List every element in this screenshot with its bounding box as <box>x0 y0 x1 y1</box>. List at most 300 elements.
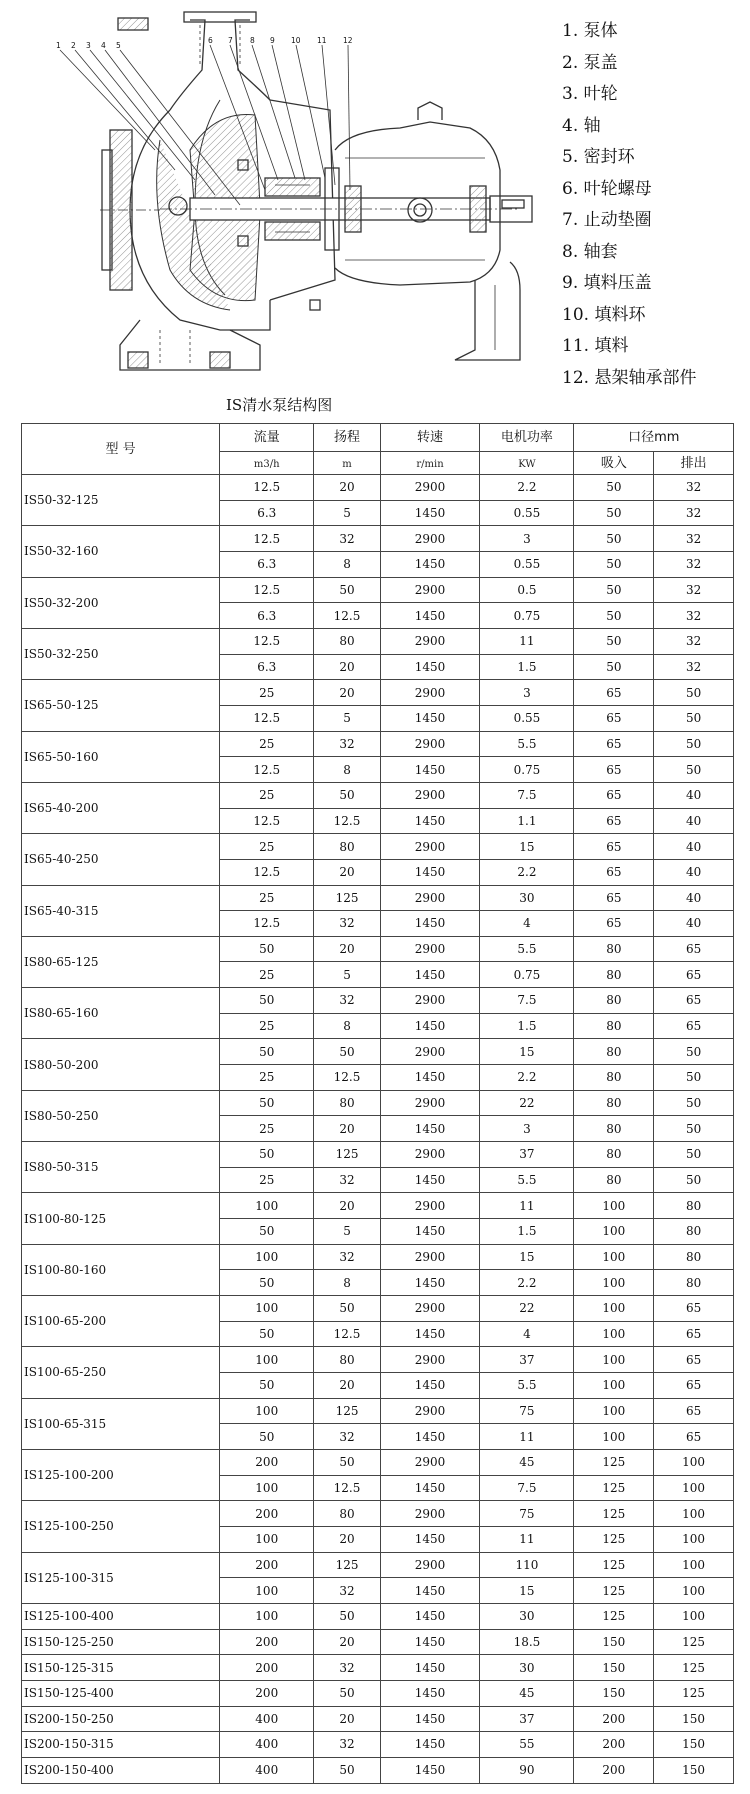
discharge-cell: 50 <box>654 1167 734 1193</box>
flow-cell: 100 <box>220 1526 314 1552</box>
speed-cell: 2900 <box>380 577 480 603</box>
header-power: 电机功率 <box>480 424 574 452</box>
header-speed: 转速 <box>380 424 480 452</box>
table-row <box>22 1680 734 1706</box>
part-item: 7. 止动垫圈 <box>562 210 652 230</box>
power-cell: 3 <box>480 1116 574 1142</box>
model-cell: IS50-32-200 <box>22 577 220 628</box>
suction-cell: 65 <box>574 834 654 860</box>
speed-cell: 1450 <box>380 1732 480 1758</box>
power-cell: 30 <box>480 1655 574 1681</box>
callout-12: 12 <box>343 36 353 45</box>
head-cell: 50 <box>314 1449 380 1475</box>
discharge-cell: 50 <box>654 705 734 731</box>
speed-cell: 2900 <box>380 988 480 1014</box>
flow-cell: 100 <box>220 1347 314 1373</box>
flow-cell: 25 <box>220 1116 314 1142</box>
discharge-cell: 40 <box>654 808 734 834</box>
part-item: 5. 密封环 <box>562 147 635 167</box>
parts-legend <box>562 16 696 394</box>
suction-cell: 65 <box>574 859 654 885</box>
head-cell: 50 <box>314 1603 380 1629</box>
discharge-cell: 65 <box>654 1013 734 1039</box>
head-cell: 20 <box>314 654 380 680</box>
speed-cell: 1450 <box>380 1321 480 1347</box>
power-cell: 90 <box>480 1757 574 1783</box>
power-cell: 30 <box>480 1603 574 1629</box>
part-item: 11. 填料 <box>562 336 629 356</box>
flow-cell: 25 <box>220 782 314 808</box>
head-cell: 125 <box>314 885 380 911</box>
model-cell: IS50-32-160 <box>22 526 220 577</box>
speed-cell: 2900 <box>380 731 480 757</box>
power-cell: 37 <box>480 1142 574 1168</box>
flow-cell: 50 <box>220 1270 314 1296</box>
discharge-cell: 50 <box>654 680 734 706</box>
power-cell: 75 <box>480 1398 574 1424</box>
speed-cell: 1450 <box>380 1219 480 1245</box>
discharge-cell: 50 <box>654 1039 734 1065</box>
table-row <box>22 1244 734 1270</box>
suction-cell: 100 <box>574 1219 654 1245</box>
suction-cell: 50 <box>574 654 654 680</box>
power-cell: 11 <box>480 628 574 654</box>
suction-cell: 125 <box>574 1526 654 1552</box>
model-cell: IS125-100-250 <box>22 1501 220 1552</box>
power-cell: 0.5 <box>480 577 574 603</box>
suction-cell: 80 <box>574 1167 654 1193</box>
model-cell: IS200-150-315 <box>22 1732 220 1758</box>
suction-cell: 150 <box>574 1680 654 1706</box>
speed-cell: 1450 <box>380 1065 480 1091</box>
part-item: 12. 悬架轴承部件 <box>562 367 697 388</box>
flow-cell: 400 <box>220 1732 314 1758</box>
header-head: 扬程 <box>314 424 380 452</box>
table-row <box>22 1552 734 1578</box>
suction-cell: 200 <box>574 1706 654 1732</box>
head-cell: 8 <box>314 757 380 783</box>
table-row <box>22 1039 734 1065</box>
suction-cell: 100 <box>574 1372 654 1398</box>
discharge-cell: 100 <box>654 1526 734 1552</box>
discharge-cell: 125 <box>654 1655 734 1681</box>
table-row <box>22 1655 734 1681</box>
part-item: 4. 轴 <box>562 115 601 136</box>
table-row <box>22 1142 734 1168</box>
part-item: 10. 填料环 <box>562 304 646 325</box>
table-row <box>22 988 734 1014</box>
flow-cell: 200 <box>220 1501 314 1527</box>
speed-cell: 2900 <box>380 1244 480 1270</box>
head-cell: 20 <box>314 680 380 706</box>
head-cell: 50 <box>314 1296 380 1322</box>
table-row <box>22 885 734 911</box>
speed-cell: 1450 <box>380 1013 480 1039</box>
power-cell: 18.5 <box>480 1629 574 1655</box>
flow-cell: 12.5 <box>220 911 314 937</box>
spec-table-body <box>22 475 734 1784</box>
table-row <box>22 1090 734 1116</box>
discharge-cell: 125 <box>654 1680 734 1706</box>
power-cell: 5.5 <box>480 1372 574 1398</box>
power-cell: 30 <box>480 885 574 911</box>
power-cell: 15 <box>480 1578 574 1604</box>
speed-cell: 1450 <box>380 551 480 577</box>
pump-cross-section-diagram <box>56 0 545 392</box>
model-cell: IS80-50-250 <box>22 1090 220 1141</box>
speed-cell: 1450 <box>380 705 480 731</box>
flow-cell: 6.3 <box>220 603 314 629</box>
flow-cell: 25 <box>220 834 314 860</box>
suction-cell: 80 <box>574 962 654 988</box>
flow-cell: 100 <box>220 1475 314 1501</box>
suction-cell: 100 <box>574 1424 654 1450</box>
speed-cell: 1450 <box>380 1475 480 1501</box>
speed-cell: 2900 <box>380 936 480 962</box>
model-cell: IS80-65-160 <box>22 988 220 1039</box>
suction-cell: 80 <box>574 936 654 962</box>
suction-cell: 125 <box>574 1552 654 1578</box>
power-cell: 37 <box>480 1706 574 1732</box>
callout-4: 4 <box>101 41 106 50</box>
callout-7: 7 <box>228 36 233 45</box>
power-cell: 45 <box>480 1449 574 1475</box>
model-cell: IS125-100-400 <box>22 1603 220 1629</box>
table-row <box>22 1296 734 1322</box>
discharge-cell: 40 <box>654 911 734 937</box>
discharge-cell: 65 <box>654 1424 734 1450</box>
flow-cell: 100 <box>220 1398 314 1424</box>
speed-cell: 1450 <box>380 1629 480 1655</box>
model-cell: IS150-125-400 <box>22 1680 220 1706</box>
head-cell: 32 <box>314 911 380 937</box>
head-cell: 125 <box>314 1142 380 1168</box>
suction-cell: 50 <box>574 577 654 603</box>
callout-9: 9 <box>270 36 275 45</box>
flow-cell: 50 <box>220 1424 314 1450</box>
model-cell: IS100-80-125 <box>22 1193 220 1244</box>
callout-6: 6 <box>208 36 213 45</box>
part-item: 3. 叶轮 <box>562 84 618 104</box>
flow-cell: 25 <box>220 1167 314 1193</box>
model-cell: IS150-125-315 <box>22 1655 220 1681</box>
discharge-cell: 150 <box>654 1706 734 1732</box>
power-cell: 2.2 <box>480 475 574 501</box>
suction-cell: 200 <box>574 1757 654 1783</box>
speed-cell: 2900 <box>380 1296 480 1322</box>
discharge-cell: 40 <box>654 834 734 860</box>
discharge-cell: 40 <box>654 885 734 911</box>
discharge-cell: 80 <box>654 1193 734 1219</box>
discharge-cell: 32 <box>654 475 734 501</box>
table-row <box>22 834 734 860</box>
head-cell: 32 <box>314 988 380 1014</box>
speed-cell: 1450 <box>380 859 480 885</box>
speed-cell: 1450 <box>380 1526 480 1552</box>
flow-cell: 100 <box>220 1244 314 1270</box>
suction-cell: 200 <box>574 1732 654 1758</box>
discharge-cell: 65 <box>654 988 734 1014</box>
discharge-cell: 65 <box>654 1347 734 1373</box>
callout-10: 10 <box>291 36 301 45</box>
table-row <box>22 475 734 501</box>
flow-cell: 12.5 <box>220 526 314 552</box>
discharge-cell: 65 <box>654 1398 734 1424</box>
callout-5: 5 <box>116 41 121 50</box>
power-cell: 37 <box>480 1347 574 1373</box>
discharge-cell: 80 <box>654 1219 734 1245</box>
head-cell: 32 <box>314 731 380 757</box>
speed-cell: 2900 <box>380 782 480 808</box>
head-cell: 8 <box>314 1270 380 1296</box>
speed-cell: 2900 <box>380 1398 480 1424</box>
power-cell: 5.5 <box>480 936 574 962</box>
head-cell: 50 <box>314 577 380 603</box>
speed-cell: 2900 <box>380 1090 480 1116</box>
discharge-cell: 100 <box>654 1552 734 1578</box>
model-cell: IS65-50-160 <box>22 731 220 782</box>
head-cell: 5 <box>314 1219 380 1245</box>
flow-cell: 50 <box>220 1142 314 1168</box>
power-cell: 4 <box>480 911 574 937</box>
flow-cell: 12.5 <box>220 628 314 654</box>
speed-cell: 1450 <box>380 654 480 680</box>
table-row <box>22 628 734 654</box>
head-cell: 20 <box>314 1629 380 1655</box>
speed-cell: 2900 <box>380 475 480 501</box>
speed-cell: 1450 <box>380 603 480 629</box>
suction-cell: 50 <box>574 551 654 577</box>
table-row <box>22 1347 734 1373</box>
head-cell: 32 <box>314 1424 380 1450</box>
table-row <box>22 1603 734 1629</box>
head-cell: 20 <box>314 1706 380 1732</box>
head-cell: 20 <box>314 1193 380 1219</box>
speed-cell: 2900 <box>380 1142 480 1168</box>
speed-cell: 1450 <box>380 1372 480 1398</box>
flow-cell: 6.3 <box>220 654 314 680</box>
power-cell: 11 <box>480 1424 574 1450</box>
flow-cell: 200 <box>220 1655 314 1681</box>
discharge-cell: 50 <box>654 1090 734 1116</box>
head-cell: 32 <box>314 1655 380 1681</box>
power-cell: 2.2 <box>480 1065 574 1091</box>
speed-cell: 2900 <box>380 1193 480 1219</box>
discharge-cell: 50 <box>654 757 734 783</box>
flow-cell: 12.5 <box>220 859 314 885</box>
model-cell: IS100-65-200 <box>22 1296 220 1347</box>
part-item: 9. 填料压盖 <box>562 273 652 293</box>
table-row <box>22 1501 734 1527</box>
diagram-caption: IS清水泵结构图 <box>226 396 333 414</box>
header-suction: 吸入 <box>574 452 654 475</box>
flow-cell: 200 <box>220 1449 314 1475</box>
flow-cell: 12.5 <box>220 577 314 603</box>
suction-cell: 50 <box>574 500 654 526</box>
flow-cell: 50 <box>220 1372 314 1398</box>
flow-cell: 100 <box>220 1603 314 1629</box>
discharge-cell: 50 <box>654 731 734 757</box>
table-row <box>22 680 734 706</box>
suction-cell: 65 <box>574 808 654 834</box>
model-cell: IS200-150-400 <box>22 1757 220 1783</box>
flow-cell: 200 <box>220 1629 314 1655</box>
header-speed-unit: r/min <box>380 452 480 475</box>
speed-cell: 1450 <box>380 1116 480 1142</box>
model-cell: IS65-40-315 <box>22 885 220 936</box>
head-cell: 50 <box>314 1680 380 1706</box>
power-cell: 1.5 <box>480 654 574 680</box>
power-cell: 0.75 <box>480 603 574 629</box>
speed-cell: 1450 <box>380 1655 480 1681</box>
discharge-cell: 40 <box>654 859 734 885</box>
table-row <box>22 782 734 808</box>
flow-cell: 50 <box>220 1321 314 1347</box>
head-cell: 80 <box>314 1090 380 1116</box>
speed-cell: 1450 <box>380 808 480 834</box>
head-cell: 20 <box>314 936 380 962</box>
suction-cell: 65 <box>574 911 654 937</box>
power-cell: 1.5 <box>480 1013 574 1039</box>
head-cell: 32 <box>314 1167 380 1193</box>
table-row <box>22 1449 734 1475</box>
power-cell: 2.2 <box>480 1270 574 1296</box>
table-row <box>22 1629 734 1655</box>
head-cell: 32 <box>314 1578 380 1604</box>
speed-cell: 1450 <box>380 500 480 526</box>
flow-cell: 400 <box>220 1706 314 1732</box>
suction-cell: 100 <box>574 1193 654 1219</box>
model-cell: IS65-40-250 <box>22 834 220 885</box>
discharge-cell: 65 <box>654 936 734 962</box>
power-cell: 15 <box>480 834 574 860</box>
table-row <box>22 1398 734 1424</box>
discharge-cell: 40 <box>654 782 734 808</box>
head-cell: 80 <box>314 1501 380 1527</box>
discharge-cell: 80 <box>654 1244 734 1270</box>
part-item: 2. 泵盖 <box>562 52 618 73</box>
power-cell: 3 <box>480 526 574 552</box>
suction-cell: 125 <box>574 1501 654 1527</box>
speed-cell: 2900 <box>380 1039 480 1065</box>
model-cell: IS65-50-125 <box>22 680 220 731</box>
flow-cell: 50 <box>220 988 314 1014</box>
model-cell: IS50-32-250 <box>22 628 220 679</box>
callout-2: 2 <box>71 41 76 50</box>
suction-cell: 80 <box>574 988 654 1014</box>
pump-spec-table <box>21 423 734 1784</box>
power-cell: 110 <box>480 1552 574 1578</box>
model-cell: IS100-65-250 <box>22 1347 220 1398</box>
head-cell: 8 <box>314 551 380 577</box>
discharge-cell: 150 <box>654 1732 734 1758</box>
discharge-cell: 32 <box>654 526 734 552</box>
power-cell: 3 <box>480 680 574 706</box>
power-cell: 1.5 <box>480 1219 574 1245</box>
header-power-unit: KW <box>480 452 574 475</box>
power-cell: 7.5 <box>480 782 574 808</box>
flow-cell: 25 <box>220 680 314 706</box>
model-cell: IS80-50-200 <box>22 1039 220 1090</box>
head-cell: 12.5 <box>314 1475 380 1501</box>
flow-cell: 12.5 <box>220 808 314 834</box>
flow-cell: 12.5 <box>220 705 314 731</box>
flow-cell: 25 <box>220 1013 314 1039</box>
flow-cell: 6.3 <box>220 500 314 526</box>
part-item: 6. 叶轮螺母 <box>562 178 652 199</box>
power-cell: 5.5 <box>480 1167 574 1193</box>
suction-cell: 65 <box>574 705 654 731</box>
callout-1: 1 <box>56 41 61 50</box>
flow-cell: 100 <box>220 1193 314 1219</box>
model-cell: IS80-65-125 <box>22 936 220 987</box>
discharge-cell: 32 <box>654 603 734 629</box>
power-cell: 4 <box>480 1321 574 1347</box>
speed-cell: 2900 <box>380 628 480 654</box>
flow-cell: 50 <box>220 1039 314 1065</box>
head-cell: 32 <box>314 1732 380 1758</box>
suction-cell: 80 <box>574 1013 654 1039</box>
model-cell: IS125-100-315 <box>22 1552 220 1603</box>
speed-cell: 1450 <box>380 1603 480 1629</box>
model-cell: IS150-125-250 <box>22 1629 220 1655</box>
callout-11: 11 <box>317 36 327 45</box>
model-cell: IS200-150-250 <box>22 1706 220 1732</box>
speed-cell: 2900 <box>380 526 480 552</box>
header-flow: 流量 <box>220 424 314 452</box>
head-cell: 5 <box>314 962 380 988</box>
power-cell: 11 <box>480 1193 574 1219</box>
discharge-cell: 100 <box>654 1475 734 1501</box>
head-cell: 20 <box>314 1372 380 1398</box>
discharge-cell: 50 <box>654 1142 734 1168</box>
head-cell: 5 <box>314 500 380 526</box>
table-row <box>22 526 734 552</box>
speed-cell: 2900 <box>380 885 480 911</box>
power-cell: 45 <box>480 1680 574 1706</box>
speed-cell: 1450 <box>380 1706 480 1732</box>
suction-cell: 100 <box>574 1398 654 1424</box>
speed-cell: 2900 <box>380 1501 480 1527</box>
callout-8: 8 <box>250 36 255 45</box>
power-cell: 75 <box>480 1501 574 1527</box>
discharge-cell: 32 <box>654 577 734 603</box>
head-cell: 125 <box>314 1398 380 1424</box>
speed-cell: 1450 <box>380 1424 480 1450</box>
table-row <box>22 1732 734 1758</box>
discharge-cell: 32 <box>654 628 734 654</box>
head-cell: 20 <box>314 1526 380 1552</box>
suction-cell: 80 <box>574 1142 654 1168</box>
flow-cell: 400 <box>220 1757 314 1783</box>
head-cell: 12.5 <box>314 1321 380 1347</box>
discharge-cell: 100 <box>654 1578 734 1604</box>
suction-cell: 150 <box>574 1629 654 1655</box>
header-head-unit: m <box>314 452 380 475</box>
speed-cell: 1450 <box>380 962 480 988</box>
model-cell: IS100-65-315 <box>22 1398 220 1449</box>
head-cell: 12.5 <box>314 808 380 834</box>
table-row <box>22 731 734 757</box>
power-cell: 0.55 <box>480 705 574 731</box>
discharge-cell: 100 <box>654 1501 734 1527</box>
header-model: 型 号 <box>22 424 220 475</box>
suction-cell: 65 <box>574 680 654 706</box>
flow-cell: 25 <box>220 731 314 757</box>
power-cell: 0.55 <box>480 500 574 526</box>
speed-cell: 1450 <box>380 1167 480 1193</box>
discharge-cell: 125 <box>654 1629 734 1655</box>
